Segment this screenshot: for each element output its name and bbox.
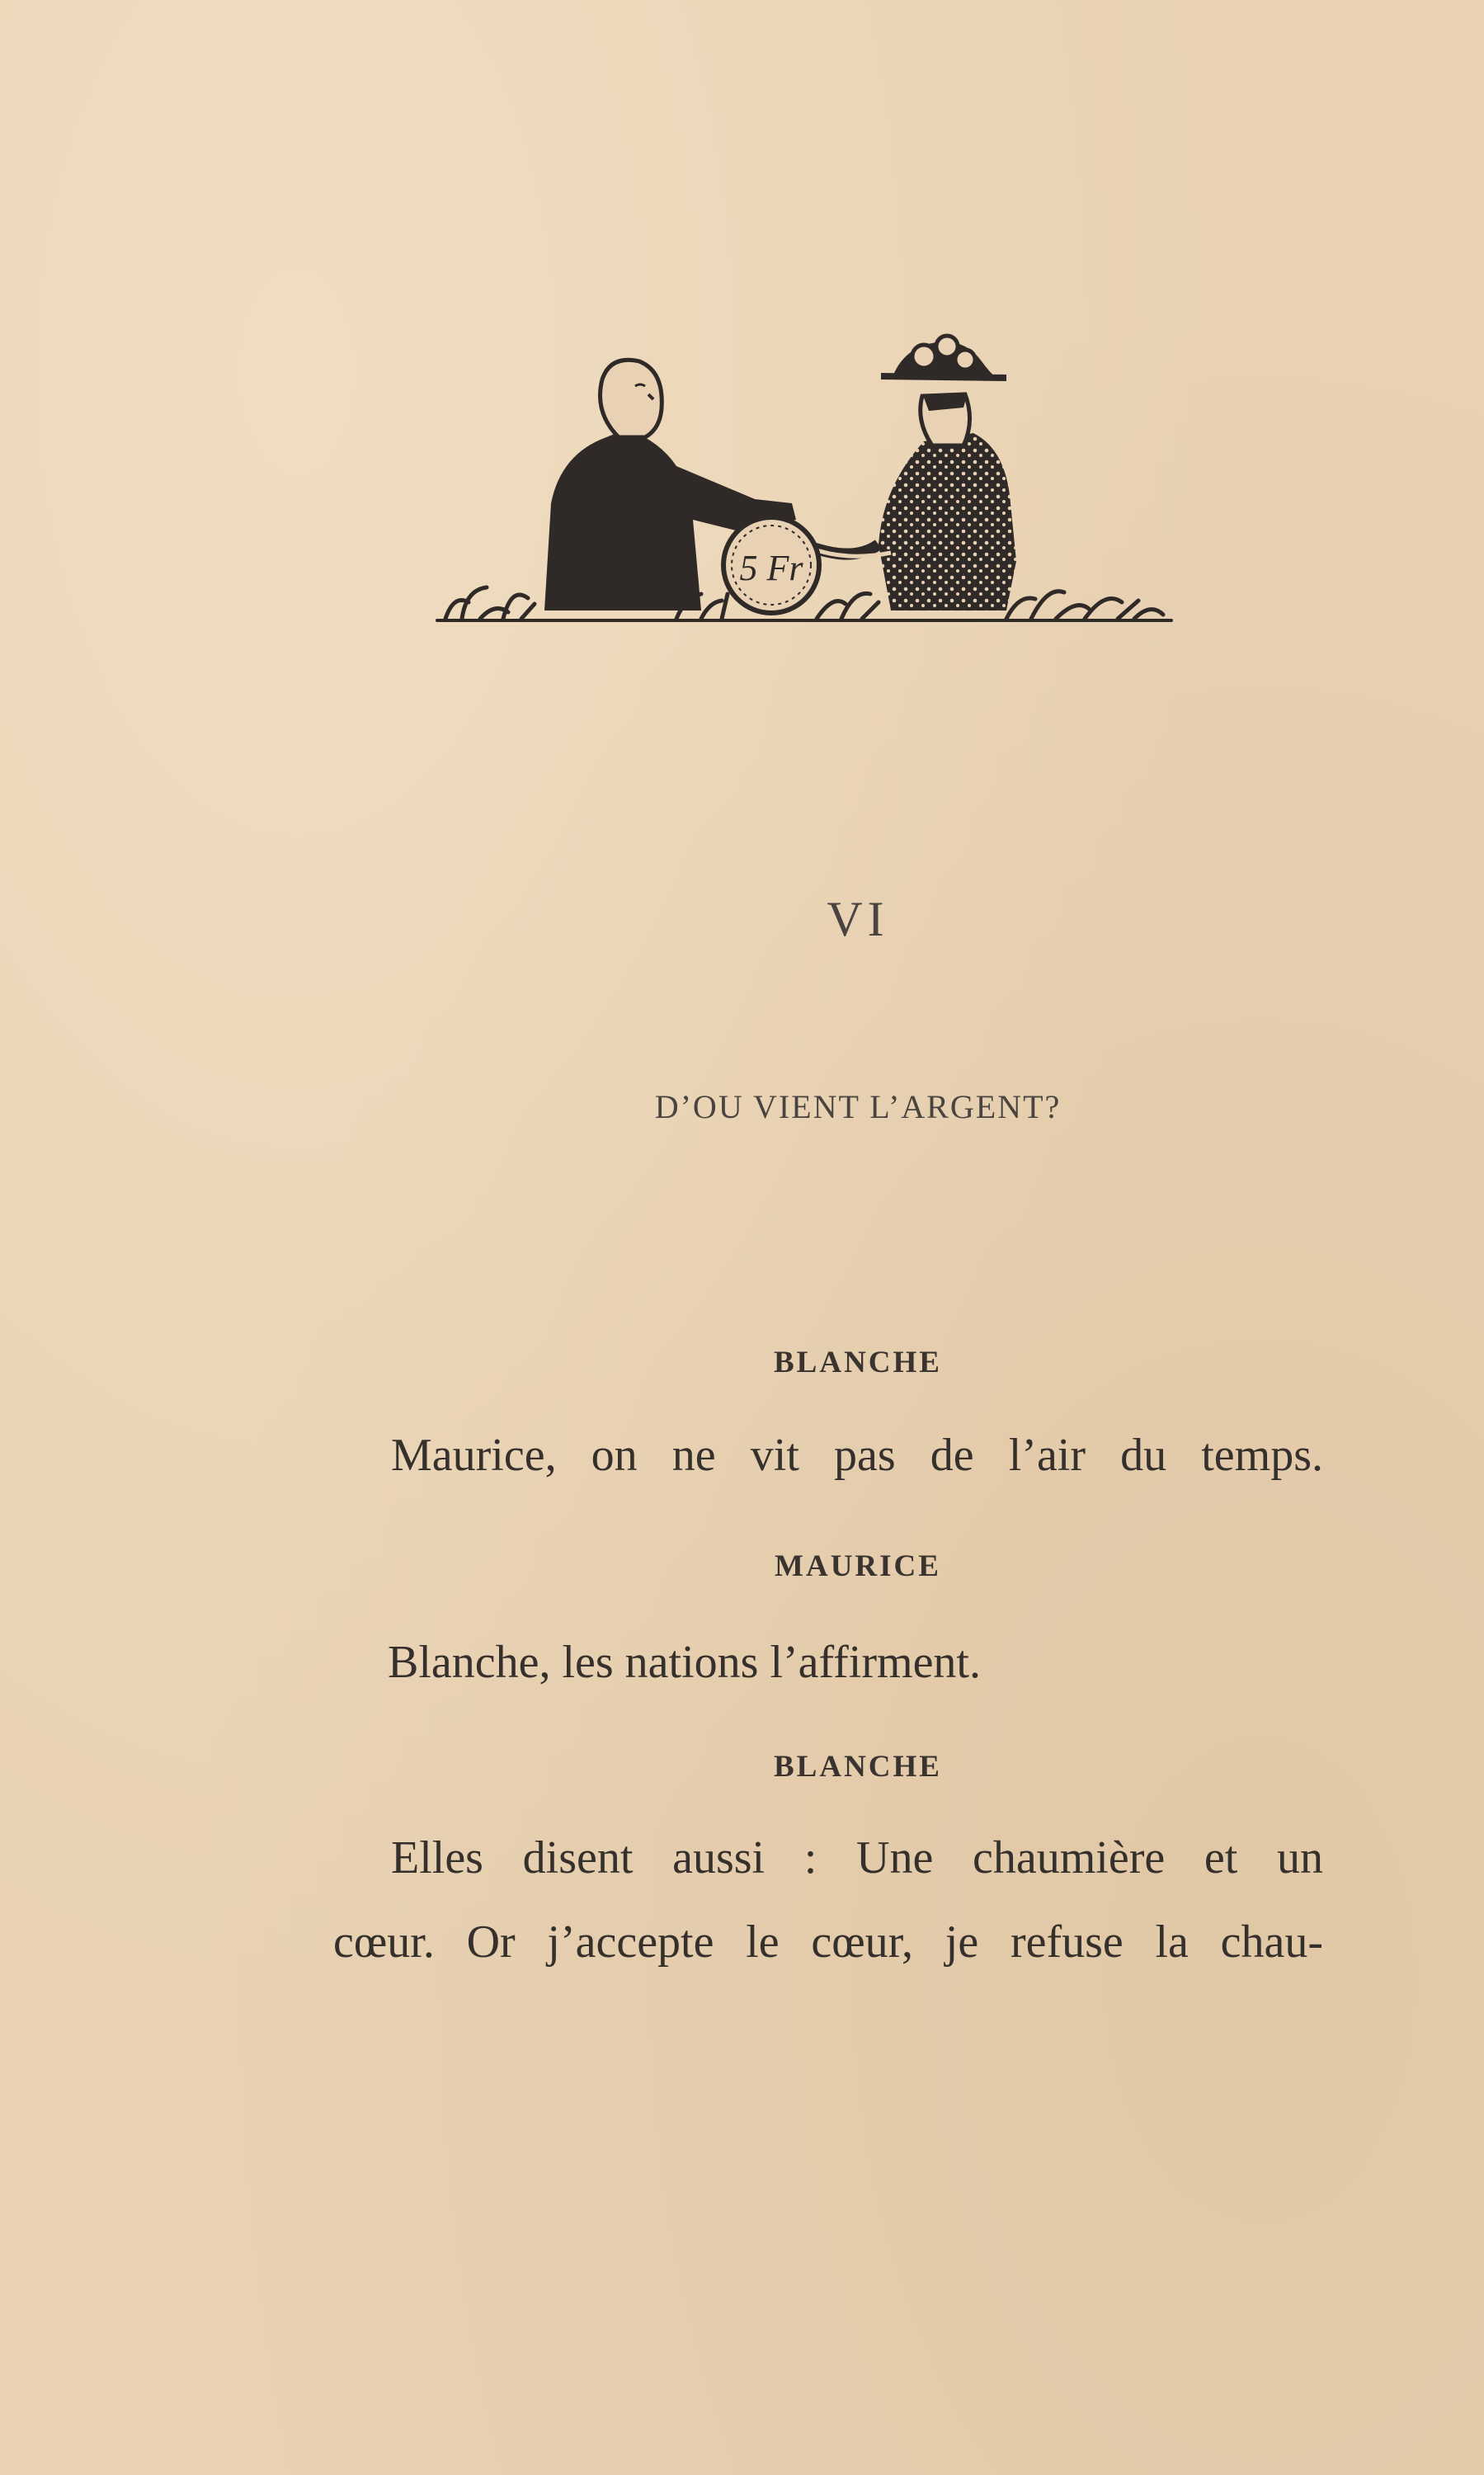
woman-figure (800, 336, 1016, 610)
dialogue-line: Maurice, on ne vit pas de l’air du temps. (391, 1430, 1323, 1481)
coin-label: 5 Fr (739, 548, 803, 588)
speaker-name: BLANCHE (774, 1750, 942, 1784)
chapter-title: D’OU VIENT L’ARGENT? (654, 1088, 1062, 1125)
dialogue-line: Blanche, les nations l’affirment. (388, 1637, 981, 1688)
chapter-number: VI (827, 892, 889, 946)
chapter-vignette-illustration (429, 297, 1180, 627)
coin-icon (723, 517, 819, 613)
speaker-name: BLANCHE (774, 1346, 942, 1379)
dialogue-line: cœur. Or j’accepte le cœur, je refuse la chau- (333, 1916, 1323, 1968)
speaker-name: MAURICE (775, 1549, 941, 1583)
dialogue-line: Elles disent aussi : Une chaumière et un (391, 1832, 1323, 1883)
